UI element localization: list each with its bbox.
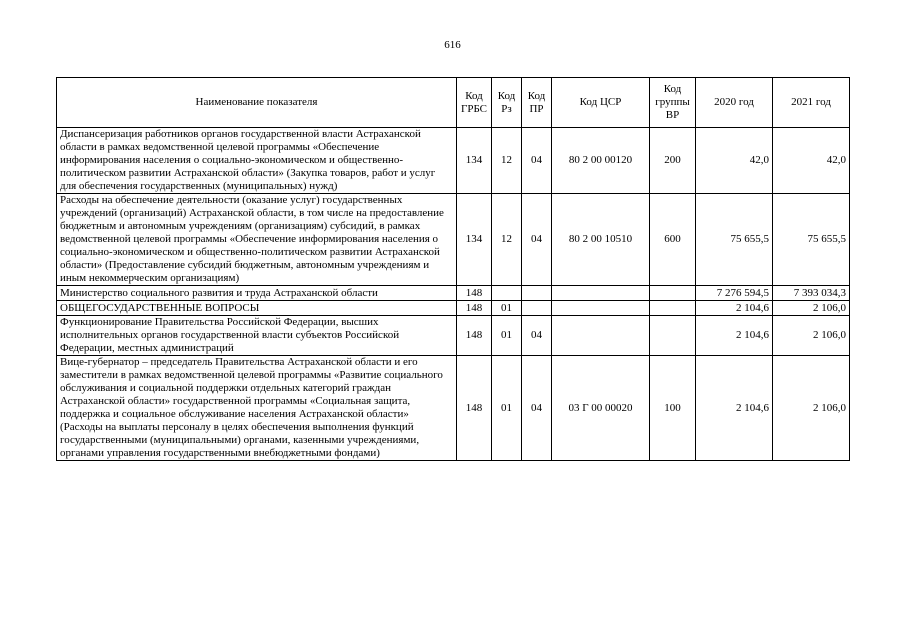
header-2021: 2021 год [773, 78, 850, 128]
header-pr: Код ПР [522, 78, 552, 128]
row-vr: 100 [650, 356, 696, 461]
row-name: Вице-губернатор – председатель Правительства Астраханской области и его заместители в рамках ведомственной целевой программы «Развитие социального обслуживания и социальной поддержки отдельных категорий граждан Астраханской области» государственной программы «Социальная защита, поддержка и социальное обслуживание населения Астраханской области» (Расходы на выплаты персоналу в целях обеспечения выполнения функций государственными (муниципальными) органами, казенными учреждениями, органами управления государственными внебюджетными фондами) [57, 356, 457, 461]
page-number: 616 [444, 39, 461, 51]
header-2020: 2020 год [696, 78, 773, 128]
row-2020: 2 104,6 [696, 316, 773, 356]
table-row [57, 301, 850, 316]
row-rz: 01 [492, 356, 522, 461]
row-rz [492, 286, 522, 301]
row-2021: 42,0 [773, 128, 850, 194]
table-row [57, 286, 850, 301]
row-pr: 04 [522, 356, 552, 461]
row-csr [552, 316, 650, 356]
row-grbs: 148 [457, 316, 492, 356]
row-pr: 04 [522, 194, 552, 286]
row-grbs: 134 [457, 128, 492, 194]
row-2020: 42,0 [696, 128, 773, 194]
row-rz: 12 [492, 194, 522, 286]
header-grbs: Код ГРБС [457, 78, 492, 128]
row-2020: 2 104,6 [696, 356, 773, 461]
row-2021: 7 393 034,3 [773, 286, 850, 301]
row-pr: 04 [522, 128, 552, 194]
row-pr: 04 [522, 316, 552, 356]
row-vr [650, 316, 696, 356]
table-row [57, 128, 850, 194]
row-name: Функционирование Правительства Российской Федерации, высших исполнительных органов государственной власти субъектов Российской Федерации, местных администраций [57, 316, 457, 356]
header-name: Наименование показателя [57, 78, 457, 128]
row-name: ОБЩЕГОСУДАРСТВЕННЫЕ ВОПРОСЫ [57, 301, 457, 316]
row-name: Расходы на обеспечение деятельности (оказание услуг) государственных учреждений (организаций) Астраханской области, в том числе на предоставление бюджетным и автономным учреждениям (организациям) субсидий, в рамках ведомственной целевой программы «Обеспечение информирования населения о социально-экономическом и общественно-политическом развитии Астраханской области» (Предоставление субсидий бюджетным, автономным учреждениям и иным некоммерческим организациям) [57, 194, 457, 286]
row-2021: 2 106,0 [773, 356, 850, 461]
table-row [57, 356, 850, 461]
row-2020: 75 655,5 [696, 194, 773, 286]
row-pr [522, 301, 552, 316]
row-name: Министерство социального развития и труда Астраханской области [57, 286, 457, 301]
table-row [57, 194, 850, 286]
row-grbs: 148 [457, 356, 492, 461]
row-2020: 2 104,6 [696, 301, 773, 316]
row-2020: 7 276 594,5 [696, 286, 773, 301]
row-csr: 03 Г 00 00020 [552, 356, 650, 461]
row-2021: 2 106,0 [773, 301, 850, 316]
row-csr: 80 2 00 00120 [552, 128, 650, 194]
header-csr: Код ЦСР [552, 78, 650, 128]
row-rz: 01 [492, 316, 522, 356]
row-pr [522, 286, 552, 301]
row-2021: 75 655,5 [773, 194, 850, 286]
row-csr: 80 2 00 10510 [552, 194, 650, 286]
row-rz: 01 [492, 301, 522, 316]
table-row [57, 316, 850, 356]
row-csr [552, 286, 650, 301]
row-vr [650, 286, 696, 301]
row-rz: 12 [492, 128, 522, 194]
budget-table [56, 77, 850, 461]
row-vr: 200 [650, 128, 696, 194]
row-vr: 600 [650, 194, 696, 286]
header-rz: Код Рз [492, 78, 522, 128]
row-grbs: 148 [457, 301, 492, 316]
row-csr [552, 301, 650, 316]
row-2021: 2 106,0 [773, 316, 850, 356]
row-grbs: 134 [457, 194, 492, 286]
row-name: Диспансеризация работников органов государственной власти Астраханской области в рамках ведомственной целевой программы «Обеспечение информирования населения о социально-экономическом и общественно-политическом развитии Астраханской области» (Закупка товаров, работ и услуг для обеспечения государственных (муниципальных) нужд) [57, 128, 457, 194]
row-vr [650, 301, 696, 316]
header-vr: Код группы ВР [650, 78, 696, 128]
row-grbs: 148 [457, 286, 492, 301]
table-header-row [57, 78, 850, 128]
